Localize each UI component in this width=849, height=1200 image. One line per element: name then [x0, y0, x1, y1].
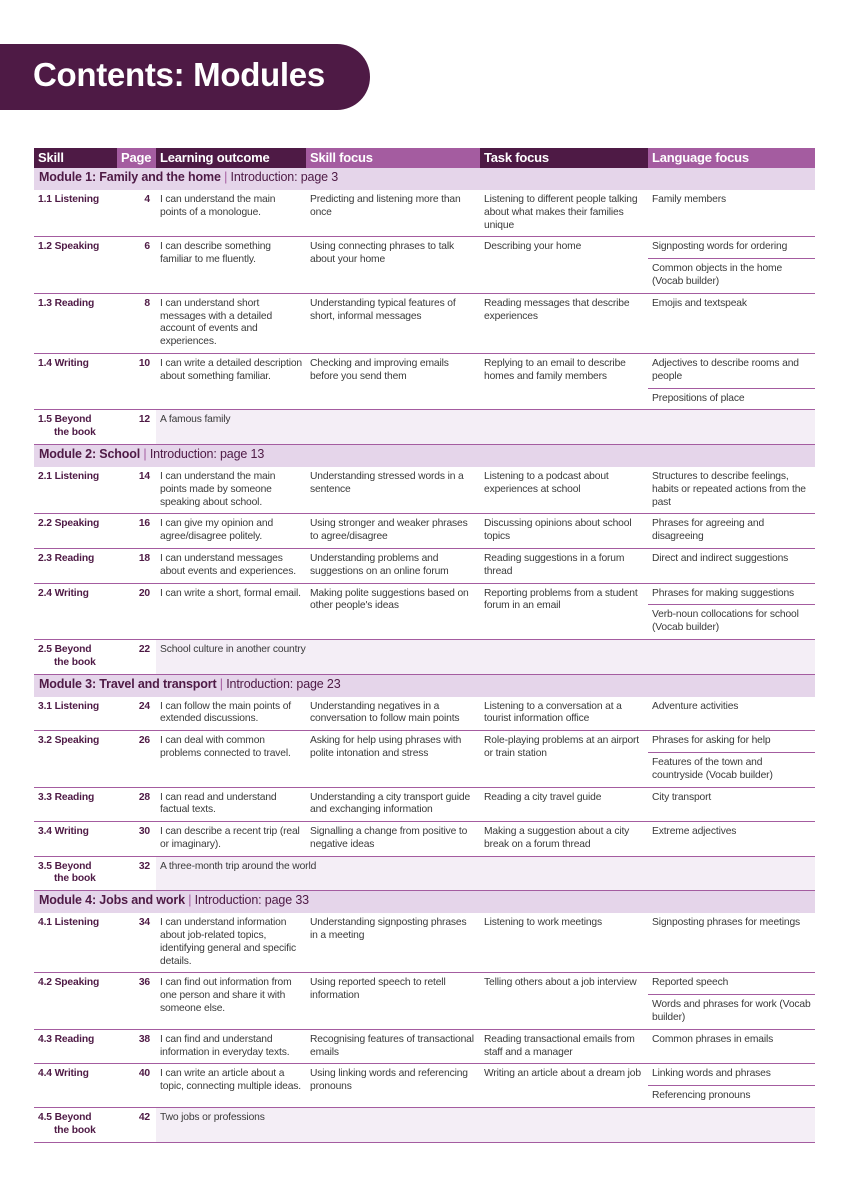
table-row [34, 548, 815, 583]
task-focus: Reading a city travel guide [480, 787, 648, 822]
skill-cell [34, 1029, 117, 1064]
separator: | [220, 170, 231, 184]
language-item: Reported speech [652, 977, 729, 989]
skill-label: 3.1 Listening [38, 700, 99, 712]
language-item: Common phrases in emails [652, 1033, 774, 1045]
language-focus [648, 822, 815, 857]
skill-label: 1.4 Writing [38, 357, 89, 369]
skill-label: 1.3 Reading [38, 297, 95, 309]
page-number: 26 [117, 731, 156, 787]
language-focus [648, 583, 815, 639]
skill-focus: Understanding a city transport guide and exchanging information [306, 787, 480, 822]
beyond-the-book-topic: A three-month trip around the world [156, 856, 815, 891]
page-number: 6 [117, 237, 156, 293]
page-number: 32 [117, 856, 156, 891]
table-row [34, 467, 815, 514]
page-number: 42 [117, 1108, 156, 1143]
module-header-row [34, 674, 815, 697]
skill-label-cont: the book [54, 1124, 96, 1136]
title-banner [0, 44, 370, 110]
header-skill: Skill [34, 148, 117, 168]
skill-focus: Making polite suggestions based on other people's ideas [306, 583, 480, 639]
language-focus [648, 697, 815, 731]
language-focus [648, 293, 815, 353]
learning-outcome: I can find out information from one person and share it with someone else. [156, 973, 306, 1029]
learning-outcome: I can give my opinion and agree/disagree politely. [156, 514, 306, 549]
skill-cell [34, 293, 117, 353]
skill-cell [34, 822, 117, 857]
skill-label: 4.4 Writing [38, 1068, 89, 1080]
language-focus [648, 913, 815, 973]
skill-focus: Understanding typical features of short, informal messages [306, 293, 480, 353]
language-item: Phrases for making suggestions [652, 587, 795, 599]
skill-focus: Understanding problems and suggestions on an online forum [306, 548, 480, 583]
page-number: 30 [117, 822, 156, 857]
skill-label: 2.1 Listening [38, 470, 99, 482]
skill-focus: Recognising features of transactional emails [306, 1029, 480, 1064]
language-focus [648, 190, 815, 237]
skill-focus: Using linking words and referencing pronouns [306, 1064, 480, 1108]
page-number: 12 [117, 410, 156, 445]
task-focus: Discussing opinions about school topics [480, 514, 648, 549]
language-focus [648, 237, 815, 293]
header-page: Page [117, 148, 156, 168]
table-row [34, 410, 815, 445]
table-body [34, 168, 815, 1142]
skill-cell [34, 237, 117, 293]
language-item: Adventure activities [652, 700, 739, 712]
table-row [34, 731, 815, 787]
learning-outcome: I can find and understand information in everyday texts. [156, 1029, 306, 1064]
skill-focus: Asking for help using phrases with polite intonation and stress [306, 731, 480, 787]
module-name: Module 1: Family and the home [39, 170, 221, 184]
task-focus: Role-playing problems at an airport or train station [480, 731, 648, 787]
skill-label: 3.5 Beyond [38, 860, 92, 872]
language-item: Phrases for agreeing and disagreeing [652, 518, 765, 543]
language-item: Extreme adjectives [652, 826, 737, 838]
skill-label: 3.2 Speaking [38, 735, 100, 747]
language-item: Words and phrases for work (Vocab builder) [648, 994, 815, 1029]
page-number: 22 [117, 639, 156, 674]
table-row [34, 190, 815, 237]
skill-label-cont: the book [54, 656, 96, 668]
language-item: Adjectives to describe rooms and people [652, 357, 799, 382]
table-row [34, 787, 815, 822]
skill-cell [34, 639, 117, 674]
table-row [34, 1108, 815, 1143]
task-focus: Reading messages that describe experiences [480, 293, 648, 353]
page-number: 34 [117, 913, 156, 973]
skill-label: 2.2 Speaking [38, 518, 100, 530]
skill-label: 4.5 Beyond [38, 1112, 92, 1124]
task-focus: Listening to a conversation at a tourist information office [480, 697, 648, 731]
table-row [34, 973, 815, 1029]
table-row [34, 822, 815, 857]
header-language-focus: Language focus [648, 148, 815, 168]
skill-focus: Checking and improving emails before you send them [306, 353, 480, 409]
skill-cell [34, 190, 117, 237]
skill-focus: Understanding negatives in a conversation to follow main points [306, 697, 480, 731]
skill-cell [34, 1064, 117, 1108]
table-row [34, 293, 815, 353]
language-item: Common objects in the home (Vocab builder) [648, 258, 815, 293]
header-skill-focus: Skill focus [306, 148, 480, 168]
learning-outcome: I can follow the main points of extended discussions. [156, 697, 306, 731]
language-focus [648, 548, 815, 583]
page-number: 20 [117, 583, 156, 639]
skill-cell [34, 548, 117, 583]
learning-outcome: I can write an article about a topic, connecting multiple ideas. [156, 1064, 306, 1108]
page-number: 10 [117, 353, 156, 409]
language-item: Verb-noun collocations for school (Vocab builder) [648, 604, 815, 639]
task-focus: Telling others about a job interview [480, 973, 648, 1029]
module-header [34, 444, 815, 467]
skill-cell [34, 697, 117, 731]
module-intro: Introduction: page 23 [226, 676, 341, 691]
language-item: Linking words and phrases [652, 1068, 771, 1080]
skill-focus: Understanding signposting phrases in a meeting [306, 913, 480, 973]
skill-cell [34, 353, 117, 409]
page-number: 28 [117, 787, 156, 822]
language-item: Signposting words for ordering [652, 241, 788, 253]
learning-outcome: I can understand the main points of a monologue. [156, 190, 306, 237]
page-number: 36 [117, 973, 156, 1029]
skill-cell [34, 856, 117, 891]
skill-focus: Signalling a change from positive to negative ideas [306, 822, 480, 857]
task-focus: Replying to an email to describe homes and family members [480, 353, 648, 409]
separator: | [184, 893, 195, 908]
skill-label: 2.4 Writing [38, 587, 89, 599]
language-item: Direct and indirect suggestions [652, 552, 789, 564]
language-item: Prepositions of place [648, 388, 815, 410]
page-title: Contents: Modules [33, 56, 325, 93]
learning-outcome: I can understand messages about events and experiences. [156, 548, 306, 583]
skill-label-cont: the book [54, 427, 96, 439]
learning-outcome: I can understand short messages with a detailed account of events and experiences. [156, 293, 306, 353]
module-header [34, 674, 815, 697]
skill-cell [34, 787, 117, 822]
language-focus [648, 1029, 815, 1064]
module-intro: Introduction: page 3 [230, 170, 339, 184]
skill-cell [34, 1108, 117, 1143]
header-learning-outcome: Learning outcome [156, 148, 306, 168]
module-intro: Introduction: page 33 [194, 893, 309, 908]
skill-focus: Using connecting phrases to talk about your home [306, 237, 480, 293]
module-header-row [34, 168, 815, 190]
skill-label: 2.3 Reading [38, 552, 95, 564]
skill-cell [34, 913, 117, 973]
language-item: Emojis and textspeak [652, 297, 747, 309]
skill-cell [34, 410, 117, 445]
module-name: Module 2: School [39, 446, 141, 461]
task-focus: Making a suggestion about a city break on a forum thread [480, 822, 648, 857]
learning-outcome: I can write a detailed description about something familiar. [156, 353, 306, 409]
language-focus [648, 467, 815, 514]
learning-outcome: I can write a short, formal email. [156, 583, 306, 639]
task-focus: Reporting problems from a student forum in an email [480, 583, 648, 639]
page-number: 4 [117, 190, 156, 237]
module-header [34, 168, 815, 190]
skill-cell [34, 514, 117, 549]
language-item: Phrases for asking for help [652, 735, 771, 747]
table-row [34, 1029, 815, 1064]
table-row [34, 856, 815, 891]
separator: | [216, 676, 227, 691]
page-number: 14 [117, 467, 156, 514]
header-row [34, 148, 815, 168]
learning-outcome: I can read and understand factual texts. [156, 787, 306, 822]
skill-label: 4.2 Speaking [38, 977, 100, 989]
skill-label: 4.1 Listening [38, 917, 99, 929]
module-header [34, 891, 815, 914]
table-row [34, 697, 815, 731]
module-name: Module 4: Jobs and work [39, 893, 185, 908]
skill-label: 2.5 Beyond [38, 643, 92, 655]
task-focus: Listening to different people talking about what makes their families unique [480, 190, 648, 237]
table-row [34, 353, 815, 409]
learning-outcome: I can understand information about job-related topics, identifying general and specific details. [156, 913, 306, 973]
page-number: 24 [117, 697, 156, 731]
skill-cell [34, 583, 117, 639]
skill-focus: Understanding stressed words in a sentence [306, 467, 480, 514]
table-row [34, 1064, 815, 1108]
learning-outcome: I can understand the main points made by someone speaking about school. [156, 467, 306, 514]
page-number: 8 [117, 293, 156, 353]
beyond-the-book-topic: School culture in another country [156, 639, 815, 674]
header-task-focus: Task focus [480, 148, 648, 168]
contents-table [34, 148, 815, 1143]
skill-cell [34, 973, 117, 1029]
language-focus [648, 973, 815, 1029]
task-focus: Listening to work meetings [480, 913, 648, 973]
language-item: Referencing pronouns [648, 1085, 815, 1107]
language-item: Features of the town and countryside (Vocab builder) [648, 752, 815, 787]
skill-focus: Using reported speech to retell information [306, 973, 480, 1029]
learning-outcome: I can deal with common problems connected to travel. [156, 731, 306, 787]
task-focus: Writing an article about a dream job [480, 1064, 648, 1108]
page-number: 16 [117, 514, 156, 549]
skill-focus: Using stronger and weaker phrases to agree/disagree [306, 514, 480, 549]
skill-label: 1.1 Listening [38, 194, 99, 205]
task-focus: Listening to a podcast about experiences at school [480, 467, 648, 514]
skill-cell [34, 731, 117, 787]
table-row [34, 583, 815, 639]
language-focus [648, 731, 815, 787]
language-item: Family members [652, 194, 726, 205]
language-item: City transport [652, 791, 712, 803]
language-item: Structures to describe feelings, habits or repeated actions from the past [652, 470, 806, 508]
skill-label: 1.2 Speaking [38, 241, 100, 253]
table-row [34, 514, 815, 549]
skill-label: 3.3 Reading [38, 791, 95, 803]
language-item: Signposting phrases for meetings [652, 917, 801, 929]
learning-outcome: I can describe something familiar to me fluently. [156, 237, 306, 293]
module-header-row [34, 444, 815, 467]
page-number: 38 [117, 1029, 156, 1064]
skill-label: 1.5 Beyond [38, 414, 92, 426]
separator: | [140, 446, 150, 461]
skill-label-cont: the book [54, 873, 96, 885]
module-intro: Introduction: page 13 [149, 446, 265, 461]
skill-label: 4.3 Reading [38, 1033, 95, 1045]
page-number: 40 [117, 1064, 156, 1108]
module-name: Module 3: Travel and transport [39, 676, 217, 691]
learning-outcome: I can describe a recent trip (real or imaginary). [156, 822, 306, 857]
language-focus [648, 1064, 815, 1108]
language-focus [648, 787, 815, 822]
page-number: 18 [117, 548, 156, 583]
table-row [34, 639, 815, 674]
skill-focus: Predicting and listening more than once [306, 190, 480, 237]
table-row [34, 913, 815, 973]
table-row [34, 237, 815, 293]
task-focus: Describing your home [480, 237, 648, 293]
module-header-row [34, 891, 815, 914]
language-focus [648, 353, 815, 409]
skill-label: 3.4 Writing [38, 826, 89, 838]
beyond-the-book-topic: Two jobs or professions [156, 1108, 815, 1143]
task-focus: Reading transactional emails from staff and a manager [480, 1029, 648, 1064]
skill-cell [34, 467, 117, 514]
beyond-the-book-topic: A famous family [156, 410, 815, 445]
language-focus [648, 514, 815, 549]
task-focus: Reading suggestions in a forum thread [480, 548, 648, 583]
